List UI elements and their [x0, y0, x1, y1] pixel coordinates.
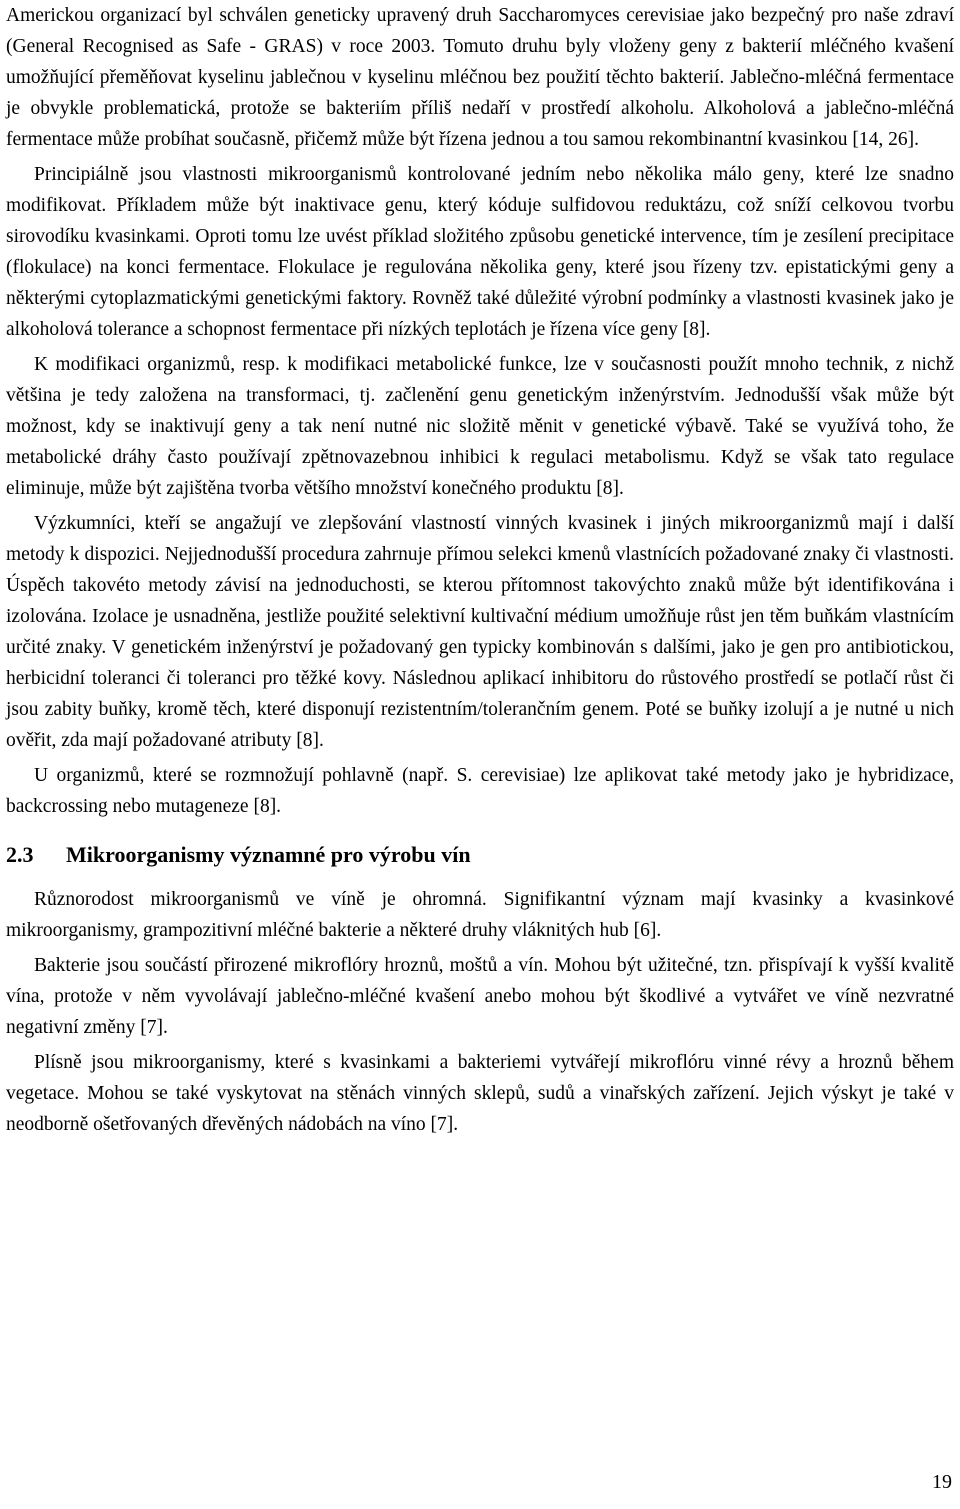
page-content	[6, 0, 954, 1144]
section-heading	[6, 840, 954, 870]
section-title: Mikroorganismy významné pro výrobu vín	[66, 842, 471, 867]
paragraph-molds: Plísně jsou mikroorganismy, které s kvasinkami a bakteriemi vytvářejí mikroflóru vinné révy a hroznů během vegetace. Mohou se také vyskytovat na stěnách vinných sklepů, sudů a vinařských zařízení. Jejich výskyt je také v neodborně ošetřovaných dřevěných nádobách na víno [7].	[6, 1052, 954, 1135]
paragraph-sexual-reproduction: U organizmů, které se rozmnožují pohlavně (např. S. cerevisiae) lze aplikovat také metody jako je hybridizace, backcrossing nebo mutageneze [8].	[6, 765, 954, 817]
page-number: 19	[932, 1471, 952, 1493]
paragraph-diversity: Různorodost mikroorganismů ve víně je ohromná. Signifikantní význam mají kvasinky a kvasinkové mikroorganismy, grampozitivní mléčné bakterie a některé druhy vláknitých hub [6].	[6, 889, 954, 941]
paragraph-bacteria: Bakterie jsou součástí přirozené mikroflóry hroznů, moštů a vín. Mohou být užitečné, tzn. přispívají k vyšší kvalitě vína, protože v něm vyvolávají jablečno-mléčné kvašení anebo mohou být škodlivé a vytvářet ve víně nezvratné negativní změny [7].	[6, 955, 954, 1038]
paragraph-gene-control: Principiálně jsou vlastnosti mikroorganismů kontrolované jedním nebo několika málo geny, které lze snadno modifikovat. Příkladem může být inaktivace genu, který kóduje sulfidovou reduktázu, což sníží celkovou tvorbu sirovodíku kvasinkami. Oproti tomu lze uvést příklad složitého způsobu genetické intervence, tím je zesílení precipitace (flokulace) na konci fermentace. Flokulace je regulována několika geny, které jsou řízeny tzv. epistatickými geny a některými cytoplazmatickými genetickými faktory. Rovněž také důležité výrobní podmínky a vlastnosti kvasinek jako je alkoholová tolerance a schopnost fermentace při nízkých teplotách je řízena více geny [8].	[6, 164, 954, 340]
paragraph-modification-techniques: K modifikaci organizmů, resp. k modifikaci metabolické funkce, lze v současnosti použít mnoho technik, z nichž většina je tedy založena na transformaci, tj. začlenění genu genetickým inženýrstvím. Jednodušší však může být možnost, kdy se inaktivují geny a tak není nutné nic složitě měnit v genetické výbavě. Také se využívá toho, že metabolické dráhy často používají zpětnovazebnou inhibici k regulaci metabolismu. Když se však tato regulace eliminuje, může být zajištěna tvorba většího množství konečného produktu [8].	[6, 354, 954, 499]
section-number: 2.3	[6, 842, 34, 867]
paragraph-selection-methods: Výzkumníci, kteří se angažují ve zlepšování vlastností vinných kvasinek i jiných mikroorganizmů mají i další metody k dispozici. Nejjednodušší procedura zahrnuje přímou selekci kmenů vlastnících požadované znaky či vlastnosti. Úspěch takovéto metody závisí na jednoduchosti, se kterou přítomnost takovýchto znaků může být identifikována i izolována. Izolace je usnadněna, jestliže použité selektivní kultivační médium umožňuje růst jen těm buňkám vlastnícím určité znaky. V genetickém inženýrství je požadovaný gen typicky kombinován s dalšími, jako je gen pro antibiotickou, herbicidní toleranci či toleranci pro těžké kovy. Následnou aplikací inhibitoru do růstového prostředí se potlačí růst či jsou zabity buňky, kromě těch, které disponují rezistentním/tolerančním genem. Poté se buňky izolují a je nutné u nich ověřit, zda mají požadované atributy [8].	[6, 513, 954, 751]
paragraph-gras-yeast: Americkou organizací byl schválen geneticky upravený druh Saccharomyces cerevisiae jako bezpečný pro naše zdraví (General Recognised as Safe - GRAS) v roce 2003. Tomuto druhu byly vloženy geny z bakterií mléčného kvašení umožňující přeměňovat kyselinu jablečnou v kyselinu mléčnou bez použití těchto bakterií. Jablečno-mléčná fermentace je obvykle problematická, protože se bakteriím příliš nedaří v prostředí alkoholu. Alkoholová a jablečno-mléčná fermentace může probíhat současně, přičemž může být řízena jednou a tou samou rekombinantní kvasinkou [14, 26].	[6, 5, 954, 150]
